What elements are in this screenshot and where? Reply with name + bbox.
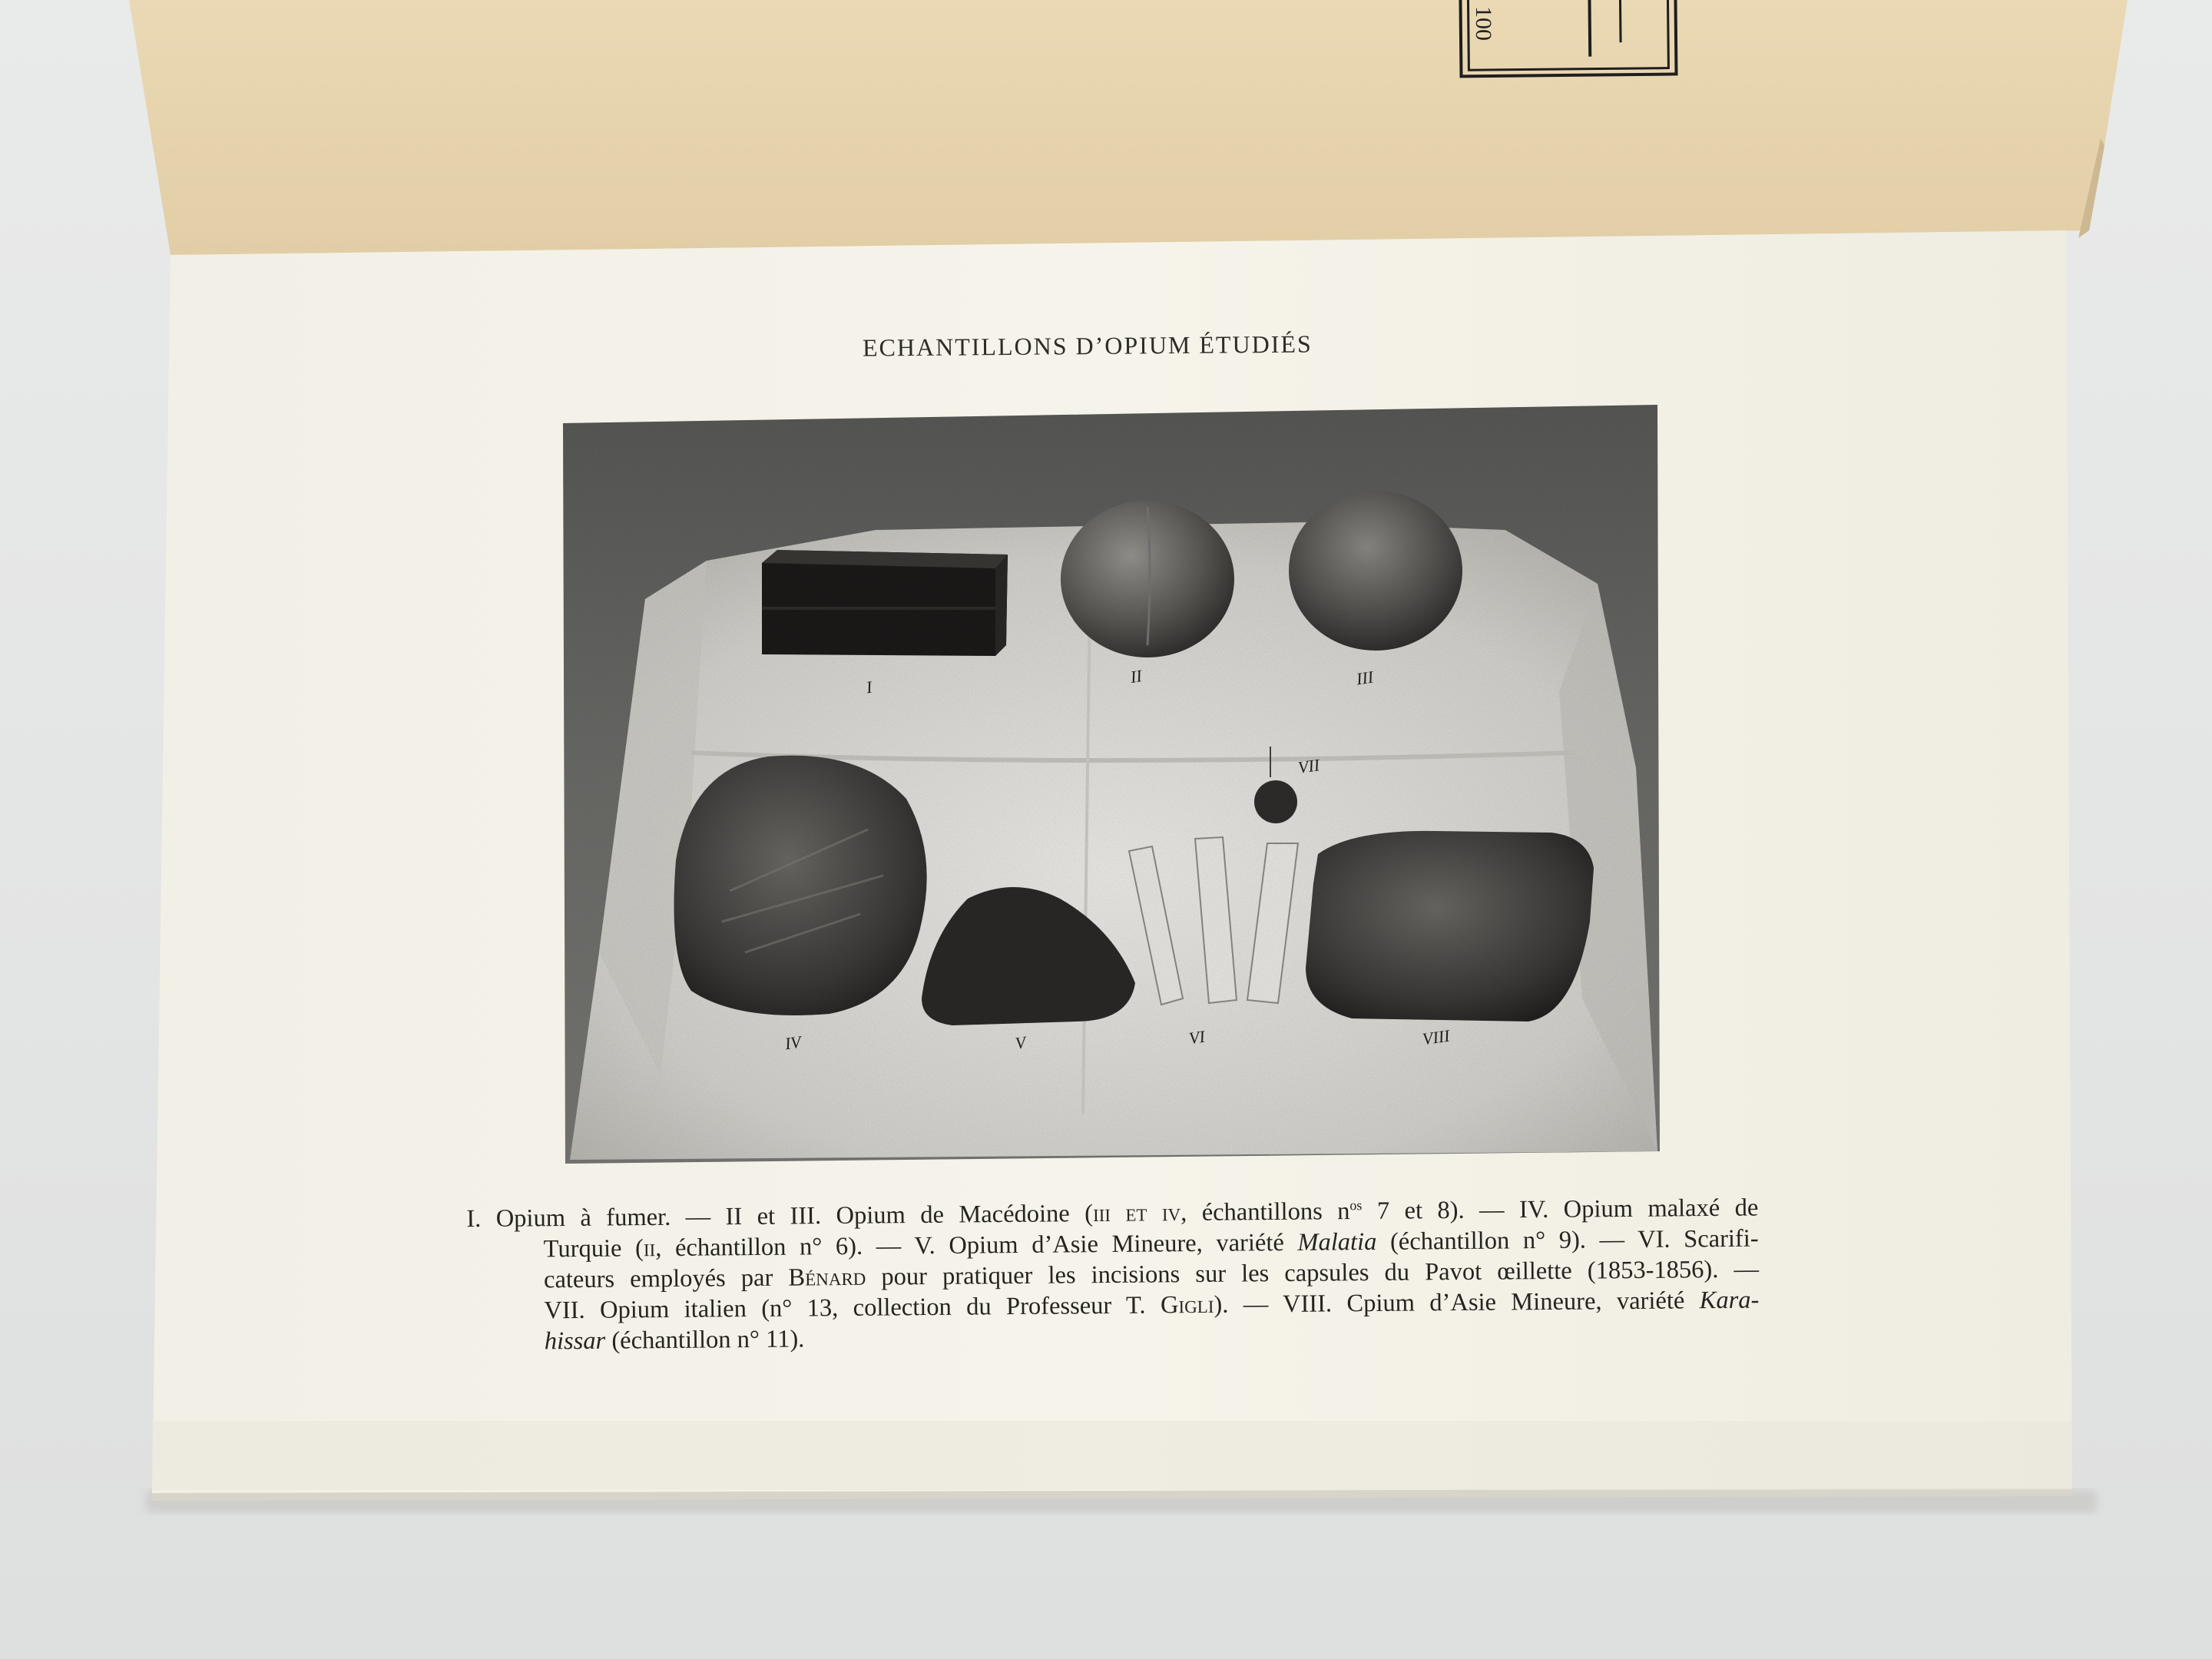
label-VIII: VIII	[1421, 1025, 1451, 1049]
label-V: V	[1014, 1032, 1028, 1053]
caption-line-1: I. Opium à fumer. — II et III. Opium de Macédoine (iii et iv, échantillons $n^{os}$ 7 et 8). — IV. Opium malaxé de	[466, 1194, 1759, 1233]
caption-line-2: Turquie (ii, échantillon n° 6). — V. Opium d’Asie Mineure, variété Malatia (échantillon n° 9). — VI. Scarifi-	[543, 1224, 1759, 1263]
caption-line-3: cateurs employés par Bénard pour pratiquer les incisions sur les capsules du Pavot œillette (1853-1856). —	[543, 1255, 1760, 1294]
label-IV: IV	[783, 1031, 803, 1054]
label-VI: VI	[1187, 1026, 1207, 1048]
figure-caption	[460, 1187, 1760, 1358]
label-VII: VII	[1296, 755, 1321, 777]
opium-samples-photograph	[563, 405, 1660, 1164]
label-I: I	[865, 677, 873, 697]
book-cover	[129, 0, 2128, 255]
stamp-number: 100	[1471, 6, 1496, 41]
label-III: III	[1355, 667, 1375, 689]
page-heading: ECHANTILLONS D’OPIUM ÉTUDIÉS	[862, 329, 1313, 362]
caption-line-4: VII. Opium italien (n° 13, collection du Professeur T. Gigli). — VIII. Cpium d’Asie Mineure, variété Kara-	[544, 1286, 1760, 1325]
caption-line-5: hissar (échantillon n° 11).	[544, 1325, 805, 1356]
label-II: II	[1129, 666, 1144, 687]
